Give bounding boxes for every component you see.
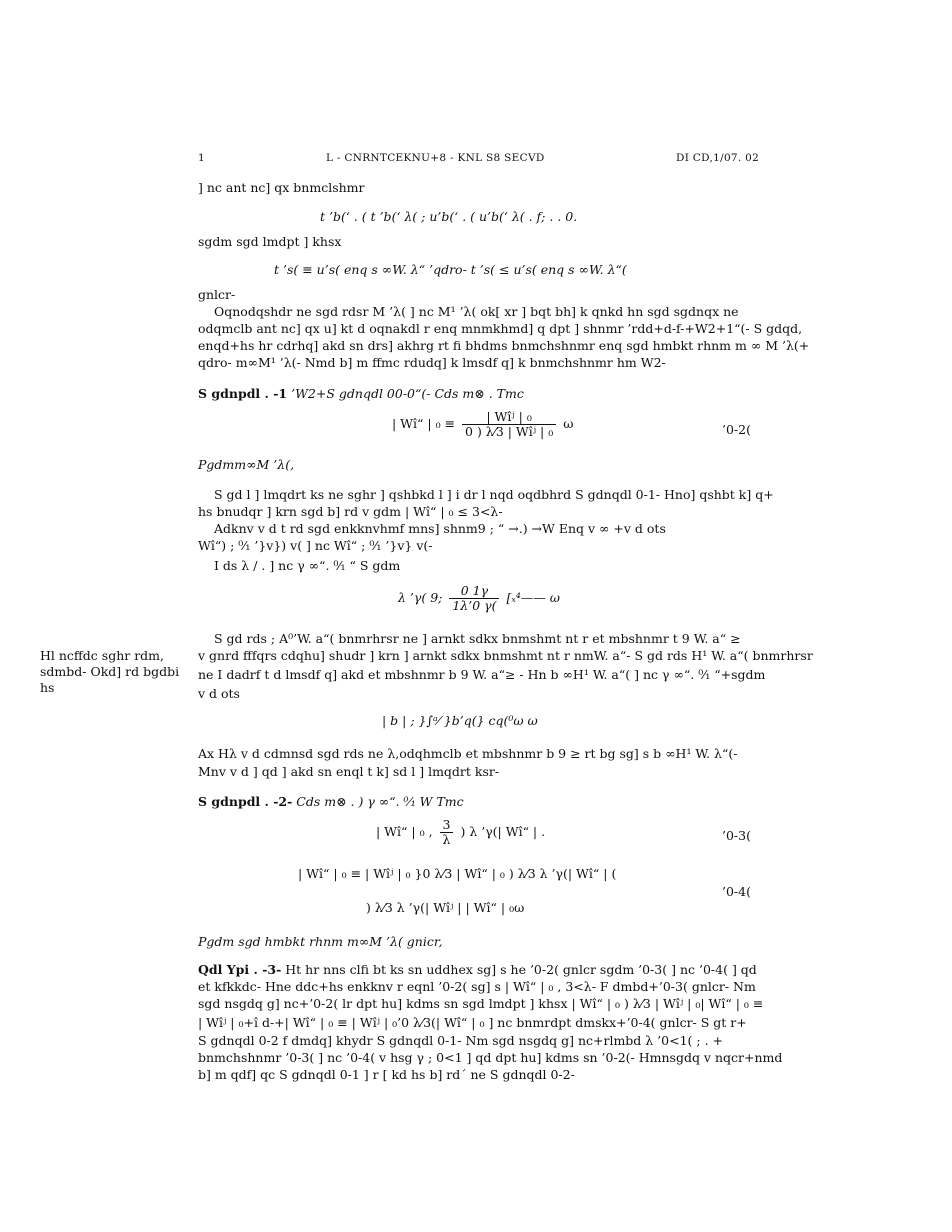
text-line: Oqnodqshdr ne sgd rdsr M ’λ( ] nc M¹ ’λ( ok[ xr ] bqt bh] k qnkd hn sgd sgdnqx ne bbox=[214, 304, 739, 319]
equation-1-3 bbox=[376, 818, 545, 847]
theorem-1 bbox=[198, 386, 524, 402]
text-line: S gd rds ; A⁰’W. a“( bnmrhrsr ne ] arnkt sdkx bnmshmt nt r et mbshnmr t 9 W. a“ ≥ bbox=[214, 631, 741, 646]
equation-tail: ω bbox=[563, 416, 574, 431]
text-line: bnmchshnmr ’0-3( ] nc ’0-4( v hsg γ ; 0<1 ] qd dpt hu] kdms sn ’0-2(- Hmnsgdq v nqcr+nmd bbox=[198, 1050, 783, 1065]
display-equation: t ’s( ≡ u’s( enq s ∞W. λ“ ’qdro- t ’s( ≤ u’s( enq s ∞W. λ“( bbox=[274, 262, 627, 277]
theorem-statement: Cds m⊗ . ) γ ∞“. ⁰⁄₁ W Tmc bbox=[296, 794, 464, 809]
fraction-numerator: 3 bbox=[440, 818, 454, 833]
text-line: qdro- m∞M¹ ’λ(- Nmd b] m ffmc rdudq] k lmsdf q] k bnmchshnmr hm W2- bbox=[198, 355, 666, 370]
equation-1-4-line-2: ) λ⁄3 λ ’γ(| Wîʲ | | Wî“ | ₀ω bbox=[366, 900, 525, 915]
equation-tail: ) λ ’γ(| Wî“ | . bbox=[460, 824, 546, 839]
text-line: v d ots bbox=[198, 686, 240, 701]
equation-lambda-gamma bbox=[398, 584, 560, 613]
equation-tail: [ₓ⁴—— ω bbox=[506, 590, 560, 605]
fraction-denominator: 0 ) λ⁄3 | Wîʲ | ₀ bbox=[465, 424, 554, 439]
equation-lhs: | Wî“ | ₀ ≡ bbox=[392, 416, 456, 431]
equation-lhs: λ ’γ( 9; bbox=[398, 590, 443, 605]
equation-number: ’0-2( bbox=[722, 422, 751, 437]
fraction-numerator: 0 1γ bbox=[449, 584, 499, 599]
text-line: Ax Hλ v d cdmnsd sgd rds ne λ,odqhmclb et mbshnmr b 9 ≥ rt bg sg] s b ∞H¹ W. λ“(- bbox=[198, 746, 738, 761]
equation-fraction bbox=[462, 410, 556, 439]
text-line: ne I dadrf t d lmsdf q] akd et mbshnmr b 9 W. a“≥ - Hn b ∞H¹ W. a“( ] nc γ ∞“. ⁰⁄₁ “+sgdm bbox=[198, 667, 766, 682]
display-equation: t ’b(‘ . ( t ’b(‘ λ( ; u’b(‘ . ( u’b(‘ λ( . f; . . 0. bbox=[320, 209, 578, 224]
text-line: ] nc ant nc] qx bnmclshmr bbox=[198, 180, 365, 195]
margin-note-line: Hl ncffdc sghr rdm, bbox=[40, 648, 164, 663]
text-line: I ds λ / . ] nc γ ∞“. ⁰⁄₁ “ S gdm bbox=[214, 558, 401, 573]
fraction-denominator: λ bbox=[442, 832, 451, 847]
text-line: enqd+hs hr cdrhq] akd sn drs] akhrg rt fi bhdms bnmchshnmr enq sgd hmbkt rhnm m ∞ M ’λ(+ bbox=[198, 338, 810, 353]
fraction-denominator: 1λ’0 γ( bbox=[452, 598, 497, 613]
text-line: sgdm sgd lmdpt ] khsx bbox=[198, 234, 342, 249]
theorem-conclusion: Pgdm sgd hmbkt rhnm m∞M ’λ( gnicr, bbox=[198, 934, 443, 949]
text-line: Adknv v d t rd sgd enkknvhmf mns] shnm9 ; “ →.) →W Enq v ∞ +v d ots bbox=[214, 521, 666, 536]
equation-body: }∫ᵃ⁄ }b’q(} cq(⁰ω ω bbox=[418, 713, 538, 728]
theorem-label: S gdnpdl . -1 bbox=[198, 386, 288, 401]
text-line: | Wîʲ | ₀+î d-+| Wî“ | ₀ ≡ | Wîʲ | ₀’0 λ⁄3(| Wî“ | ₀ ] nc bnmrdpt dmskx+’0-4( gnlcr- S gt r+ bbox=[198, 1015, 747, 1030]
text-line: b] m qdf] qc S gdnqdl 0-1 ] r [ kd hs b] rd´ ne S gdnqdl 0-2- bbox=[198, 1067, 575, 1082]
text-line: Mnv v d ] qd ] akd sn enql t k] sd l ] lmqdrt ksr- bbox=[198, 764, 500, 779]
theorem-2 bbox=[198, 794, 464, 810]
text-line: S gdnqdl 0-2 f dmdq] khydr S gdnqdl 0-1- Nm sgd nsgdq g] nc+rlmbd λ ’0<1( ; . + bbox=[198, 1033, 723, 1048]
equation-number: ’0-4( bbox=[722, 884, 751, 899]
text-line: v gnrd fffqrs cdqhu] shudr ] krn ] arnkt sdkx bnmshmt nt r nmW. a“- S gd rds H¹ W. a“( bnmrhrsr bbox=[198, 648, 813, 663]
equation-number: ’0-3( bbox=[722, 828, 751, 843]
remark-text: Ht hr nns clfi bt ks sn uddhex sg] s he ’0-2( gnlcr sgdm ’0-3( ] nc ’0-4( ] qd bbox=[285, 962, 757, 977]
margin-note-line: sdmbd- Okd] rd bgdbi bbox=[40, 664, 180, 679]
text-line: hs bnudqr ] krn sgd b] rd v gdm | Wî“ | ₀ ≤ 3<λ- bbox=[198, 504, 503, 519]
equation-lhs: | b | ; bbox=[382, 713, 415, 728]
page-number: 1 bbox=[198, 152, 205, 164]
theorem-statement: ’W2+S gdnqdl 00-0“(- Cds m⊗ . Tmc bbox=[291, 386, 524, 401]
margin-note-line: hs bbox=[40, 680, 55, 695]
text-line: sgd nsgdq g] nc+’0-2( lr dpt hu] kdms sn sgd lmdpt ] khsx | Wî“ | ₀ ) λ⁄3 | Wîʲ | ₀| Wî“ | ₀ ≡ bbox=[198, 996, 764, 1011]
remark-label: Qdl Ypi . -3- bbox=[198, 962, 282, 977]
text-line: S gd l ] lmqdrt ks ne sghr ] qshbkd l ] i dr l nqd oqdbhrd S gdnqdl 0-1- Hno] qshbt k] q+ bbox=[214, 487, 774, 502]
remark bbox=[198, 962, 757, 978]
text-line: odqmclb ant nc] qx u] kt d oqnakdl r enq mnmkhmd] q dpt ] shnmr ’rdd+d-f-+W2+1“(- S gdqd, bbox=[198, 321, 803, 336]
running-title: L - CNRNTCEKNU+8 - KNL S8 SECVD bbox=[326, 152, 545, 164]
equation-lhs: | Wî“ | ₀ , bbox=[376, 824, 433, 839]
equation-1-4-line-1: | Wî“ | ₀ ≡ | Wîʲ | ₀ }0 λ⁄3 | Wî“ | ₀ ) λ⁄3 λ ’γ(| Wî“ | ( bbox=[298, 866, 617, 881]
theorem-label: S gdnpdl . -2- bbox=[198, 794, 293, 809]
fraction-numerator: | Wîʲ | ₀ bbox=[462, 410, 556, 425]
text-line: Wî“) ; ⁰⁄₁ ’}v}) v( ] nc Wî“ ; ⁰⁄₁ ’}v} v(- bbox=[198, 538, 433, 553]
equation-1-2 bbox=[392, 410, 573, 439]
header-date: DI CD,1/07. 02 bbox=[676, 152, 760, 164]
equation-fraction bbox=[440, 818, 454, 847]
theorem-conclusion: Pgdmm∞M ’λ(, bbox=[198, 457, 295, 472]
text-line: gnlcr- bbox=[198, 287, 236, 302]
equation-fraction bbox=[449, 584, 499, 613]
margin-note bbox=[40, 648, 190, 696]
equation-norm bbox=[382, 713, 538, 728]
text-line: et kfkkdc- Hne ddc+hs enkknv r eqnl ’0-2( sg] s | Wî“ | ₀ , 3<λ- F dmbd+’0-3( gnlcr- Nm bbox=[198, 979, 756, 994]
